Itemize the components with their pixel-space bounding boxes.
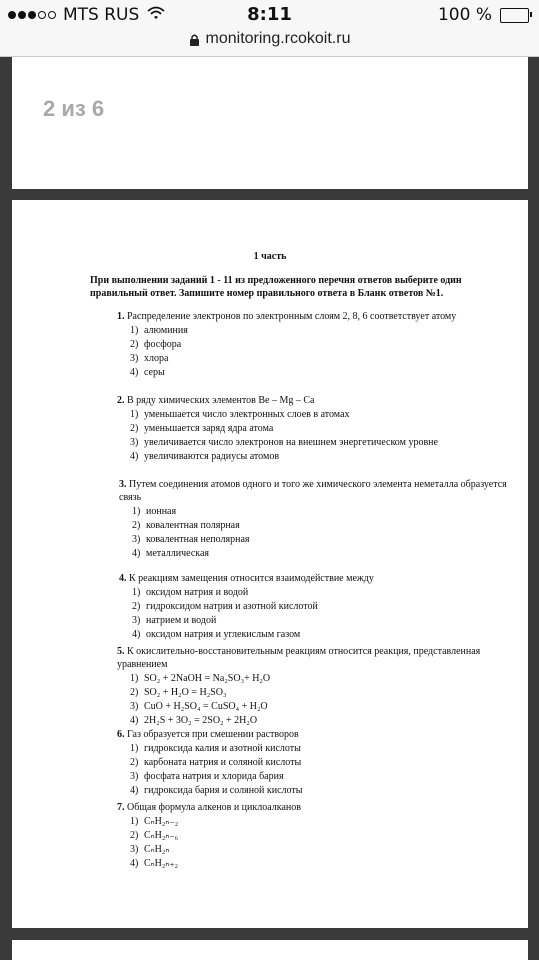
option-text: карбоната натрия и соляной кислоты xyxy=(144,757,302,768)
option-2 xyxy=(130,686,517,700)
option-number: 2) xyxy=(130,757,139,768)
option-text: серы xyxy=(144,367,165,378)
battery-icon xyxy=(500,8,529,23)
question-body: К реакциям замещения относится взаимодействие между xyxy=(129,573,374,584)
section-title: 1 часть xyxy=(253,251,287,262)
option-number: 1) xyxy=(130,743,139,754)
option-number: 3) xyxy=(132,534,141,545)
option-text: натрием и водой xyxy=(146,615,217,626)
instruction-text: При выполнении заданий 1 - 11 из предложенного перечня ответов выберите один правильный ответ. Запишите номер правильного ответа в Бланк ответов №1. xyxy=(90,275,462,299)
question-body: К окислительно-восстановительным реакциям относится реакция, представленная уравнением xyxy=(117,646,481,670)
option-text: фосфата натрия и хлорида бария xyxy=(144,771,284,782)
option-text: уменьшается число электронных слоев в атомах xyxy=(144,409,350,420)
option-3 xyxy=(132,614,519,628)
question-body: Общая формула алкенов и циклоалканов xyxy=(127,802,301,813)
option-1 xyxy=(132,586,519,600)
option-text: ковалентная полярная xyxy=(146,520,240,531)
option-4 xyxy=(130,857,517,871)
option-text: увеличиваются радиусы атомов xyxy=(144,451,280,462)
question-7 xyxy=(117,801,517,871)
question-5 xyxy=(117,645,517,728)
option-text: 2H₂S + 3O₂ = 2SO₂ + 2H₂O xyxy=(144,715,258,726)
option-text: оксидом натрия и углекислым газом xyxy=(146,629,301,640)
option-number: 2) xyxy=(130,423,139,434)
option-2 xyxy=(132,600,519,614)
option-text: CₙH₂ₙ₋₆ xyxy=(144,830,179,841)
battery-percent: 100 % xyxy=(437,5,492,25)
option-number: 3) xyxy=(130,353,139,364)
question-4 xyxy=(119,572,519,642)
previous-page xyxy=(12,57,528,189)
option-number: 1) xyxy=(130,816,139,827)
option-3 xyxy=(132,533,519,547)
option-number: 1) xyxy=(130,325,139,336)
question-2 xyxy=(117,394,517,464)
option-text: увеличивается число электронов на внешнем энергетическом уровне xyxy=(144,437,438,448)
option-number: 3) xyxy=(130,844,139,855)
option-number: 2) xyxy=(130,339,139,350)
option-number: 2) xyxy=(130,830,139,841)
option-number: 1) xyxy=(130,409,139,420)
question-text xyxy=(117,394,517,407)
option-1 xyxy=(130,742,517,756)
option-number: 1) xyxy=(132,587,141,598)
options-list xyxy=(130,742,517,798)
option-number: 4) xyxy=(132,629,141,640)
option-text: ионная xyxy=(146,506,177,517)
option-text: CₙH₂ₙ xyxy=(144,844,170,855)
option-number: 4) xyxy=(132,548,141,559)
question-number: 6. xyxy=(117,729,125,740)
option-number: 4) xyxy=(130,451,139,462)
option-3 xyxy=(130,843,517,857)
question-number: 1. xyxy=(117,311,125,322)
question-number: 3. xyxy=(119,479,127,490)
option-4 xyxy=(130,450,517,464)
address-bar[interactable] xyxy=(0,30,539,57)
option-1 xyxy=(130,324,517,338)
options-list xyxy=(130,815,517,871)
option-1 xyxy=(130,408,517,422)
option-1 xyxy=(130,672,517,686)
options-list xyxy=(130,408,517,464)
option-1 xyxy=(132,505,519,519)
option-text: CₙH₂ₙ₊₂ xyxy=(144,858,179,869)
carrier-name: MTS RUS xyxy=(63,5,140,25)
options-list xyxy=(132,586,519,642)
option-text: металлическая xyxy=(146,548,210,559)
option-4 xyxy=(130,714,517,728)
question-text xyxy=(117,645,517,671)
next-page xyxy=(12,940,528,960)
question-text xyxy=(119,478,519,504)
option-4 xyxy=(132,547,519,561)
option-2 xyxy=(132,519,519,533)
option-text: CuO + H₂SO₄ = CuSO₄ + H₂O xyxy=(144,701,268,712)
option-2 xyxy=(130,338,517,352)
status-right xyxy=(438,5,529,25)
question-number: 5. xyxy=(117,646,125,657)
page-indicator: 2 из 6 xyxy=(43,96,105,121)
option-text: ковалентная неполярная xyxy=(146,534,250,545)
option-text: оксидом натрия и водой xyxy=(146,587,249,598)
option-text: фосфора xyxy=(144,339,182,350)
option-2 xyxy=(130,422,517,436)
options-list xyxy=(130,324,517,380)
option-4 xyxy=(130,366,517,380)
option-text: гидроксидом натрия и азотной кислотой xyxy=(146,601,318,612)
option-number: 4) xyxy=(130,785,139,796)
question-number: 4. xyxy=(119,573,127,584)
option-number: 2) xyxy=(132,520,141,531)
option-number: 3) xyxy=(130,437,139,448)
option-number: 3) xyxy=(132,615,141,626)
question-3 xyxy=(119,478,519,561)
clock: 8:11 xyxy=(247,4,292,25)
option-3 xyxy=(130,770,517,784)
question-number: 7. xyxy=(117,802,125,813)
option-text: SO₂ + H₂O = H₂SO₃ xyxy=(144,687,227,698)
option-number: 3) xyxy=(130,771,139,782)
lock-icon xyxy=(189,33,200,51)
option-text: CₙH₂ₙ₋₂ xyxy=(144,816,179,827)
option-number: 1) xyxy=(130,673,139,684)
option-number: 4) xyxy=(130,715,139,726)
option-number: 3) xyxy=(130,701,139,712)
question-text xyxy=(117,801,517,814)
option-number: 1) xyxy=(132,506,141,517)
option-text: SO₂ + 2NaOH = Na₂SO₃+ H₂O xyxy=(144,673,271,684)
option-4 xyxy=(130,784,517,798)
status-bar xyxy=(0,0,539,30)
option-number: 2) xyxy=(130,687,139,698)
option-number: 4) xyxy=(130,367,139,378)
question-text xyxy=(117,728,517,741)
option-3 xyxy=(130,436,517,450)
option-text: гидроксида бария и соляной кислоты xyxy=(144,785,303,796)
option-number: 4) xyxy=(130,858,139,869)
question-number: 2. xyxy=(117,395,125,406)
document-page xyxy=(12,200,528,928)
option-1 xyxy=(130,815,517,829)
option-3 xyxy=(130,352,517,366)
option-text: гидроксида калия и азотной кислоты xyxy=(144,743,301,754)
question-text xyxy=(119,572,519,585)
options-list xyxy=(130,672,517,728)
option-4 xyxy=(132,628,519,642)
question-1 xyxy=(117,310,517,380)
question-text xyxy=(117,310,517,323)
url-text[interactable]: monitoring.rcokoit.ru xyxy=(205,30,351,47)
option-number: 2) xyxy=(132,601,141,612)
option-2 xyxy=(130,829,517,843)
option-3 xyxy=(130,700,517,714)
option-text: алюминия xyxy=(144,325,188,336)
question-body: Газ образуется при смешении растворов xyxy=(127,729,299,740)
options-list xyxy=(132,505,519,561)
option-text: хлора xyxy=(144,353,169,364)
question-body: Распределение электронов по электронным слоям 2, 8, 6 соответствует атому xyxy=(127,311,457,322)
option-2 xyxy=(130,756,517,770)
option-text: уменьшается заряд ядра атома xyxy=(144,423,274,434)
question-body: В ряду химических элементов Be – Mg – Ca xyxy=(127,395,315,406)
question-6 xyxy=(117,728,517,798)
question-body: Путем соединения атомов одного и того же химического элемента неметалла образуется связь xyxy=(119,479,507,503)
